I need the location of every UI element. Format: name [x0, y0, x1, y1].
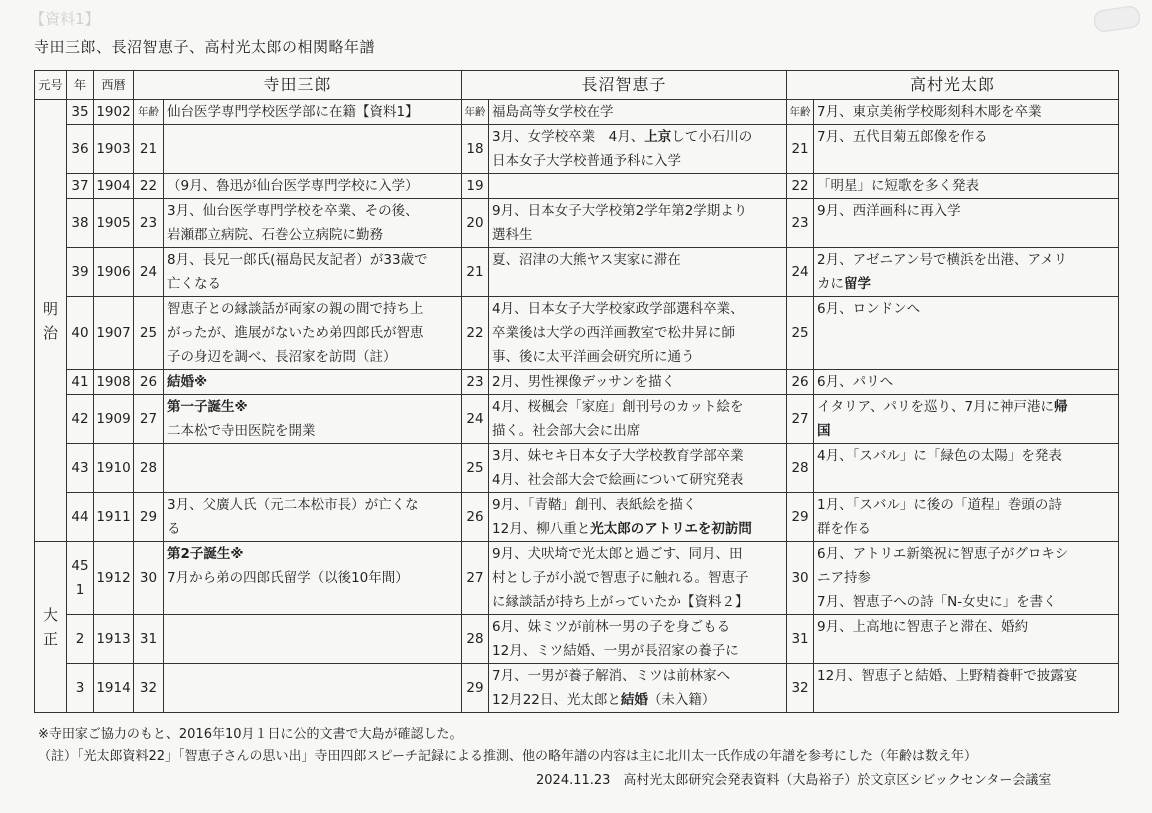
chieko-event: [489, 664, 787, 713]
kotaro-event: [814, 248, 1119, 297]
header-year: 年: [67, 71, 94, 100]
terada-age: 22: [134, 174, 164, 199]
header-kotaro: 高村光太郎: [787, 71, 1119, 100]
terada-event-line: 7月から弟の四郎氏留学（以後10年間）: [167, 570, 409, 586]
ghost-header-text: 【資料1】: [30, 10, 100, 28]
terada-event-line: [167, 149, 458, 173]
terada-event-line: 仙台医学専門学校医学部に在籍【資料1】: [167, 104, 419, 120]
kotaro-event: [814, 444, 1119, 493]
chieko-age: 25: [462, 444, 489, 493]
western-year: 1907: [94, 297, 134, 370]
kotaro-event-line: 9月、上高地に智恵子と滞在、婚約: [817, 619, 1029, 635]
era-year: 35: [67, 100, 94, 125]
chieko-event: [489, 125, 787, 174]
kotaro-event-line: 9月、西洋画科に再入学: [817, 203, 961, 219]
kotaro-event-line: [817, 223, 1115, 247]
kotaro-event: [814, 100, 1119, 125]
western-year: 1912: [94, 542, 134, 615]
chieko-event-line: 選科生: [492, 227, 533, 243]
kotaro-event-line: 6月、パリへ: [817, 374, 894, 390]
chronology-table: [34, 70, 1119, 713]
chieko-event: [489, 615, 787, 664]
chieko-event-line: 6月、妹ミツが前林一男の子を身ごもる: [492, 619, 731, 635]
kotaro-event-line: 12月、智恵子と結婚、上野精養軒で披露宴: [817, 668, 1078, 684]
chieko-age: 28: [462, 615, 489, 664]
kotaro-event: [814, 199, 1119, 248]
terada-event-line: [167, 125, 458, 149]
kotaro-event-line: [817, 468, 1115, 492]
terada-event: [164, 125, 462, 174]
chieko-event: [489, 493, 787, 542]
terada-age: 23: [134, 199, 164, 248]
western-year: 1911: [94, 493, 134, 542]
kotaro-event-line: 4月、「スバル」に「緑色の太陽」を発表: [817, 448, 1062, 464]
western-year: 1909: [94, 395, 134, 444]
terada-event-line: （9月、魯迅が仙台医学専門学校に入学）: [167, 178, 419, 194]
kotaro-age: 22: [787, 174, 814, 199]
table-row: [35, 297, 1119, 370]
kotaro-event: [814, 297, 1119, 370]
kotaro-event-line: 7月、東京美術学校彫刻科木彫を卒業: [817, 104, 1042, 120]
western-year: 1913: [94, 615, 134, 664]
table-row: [35, 615, 1119, 664]
terada-event-line: [167, 468, 458, 492]
tape-sticker: [1093, 5, 1142, 33]
chieko-event-line: 描く。社会部大会に出席: [492, 423, 641, 439]
terada-event-line: [167, 664, 458, 688]
terada-age: 31: [134, 615, 164, 664]
chieko-event: [489, 297, 787, 370]
chieko-age: 22: [462, 297, 489, 370]
chieko-event-line: [492, 174, 783, 198]
terada-age: 26: [134, 370, 164, 395]
terada-event: [164, 199, 462, 248]
era-year: 3: [67, 664, 94, 713]
era-char: 大: [42, 606, 58, 624]
kotaro-event-line: [817, 321, 1115, 345]
chieko-age: 18: [462, 125, 489, 174]
kotaro-age: 年齢: [787, 100, 814, 125]
chieko-event: [489, 174, 787, 199]
chieko-event-line: 4月、桜楓会「家庭」創刊号のカット絵を: [492, 399, 744, 415]
western-year: 1910: [94, 444, 134, 493]
terada-age: 30: [134, 542, 164, 615]
chieko-age: 24: [462, 395, 489, 444]
chieko-event-line: 夏、沼津の大熊ヤス実家に滞在: [492, 252, 681, 268]
era-year: 45 1: [67, 542, 94, 615]
chieko-age: 29: [462, 664, 489, 713]
western-year: 1914: [94, 664, 134, 713]
era-taisho: [35, 542, 67, 713]
kotaro-event: [814, 664, 1119, 713]
table-row: [35, 444, 1119, 493]
table-row: [35, 370, 1119, 395]
terada-event-line: 二本松で寺田医院を開業: [167, 423, 316, 439]
chieko-event: [489, 199, 787, 248]
kotaro-event-line: [817, 639, 1115, 663]
terada-age: 28: [134, 444, 164, 493]
era-year: 42: [67, 395, 94, 444]
terada-event-line: がったが、進展がないため弟四郎氏が智恵: [167, 325, 424, 341]
kotaro-age: 29: [787, 493, 814, 542]
page-title: 寺田三郎、長沼智恵子、高村光太郎の相関略年譜: [34, 38, 376, 56]
footnote-1: ※寺田家ご協力のもと、2016年10月１日に公的文書で大島が確認した。: [38, 727, 463, 742]
terada-age: 25: [134, 297, 164, 370]
kotaro-event: [814, 174, 1119, 199]
era-year: 39: [67, 248, 94, 297]
kotaro-age: 31: [787, 615, 814, 664]
kotaro-event-line: 6月、ロンドンへ: [817, 301, 921, 317]
terada-event-line: [167, 590, 458, 614]
terada-age: 29: [134, 493, 164, 542]
chieko-event-line: 9月、犬吠埼で光太郎と過ごす、同月、田: [492, 546, 743, 562]
kotaro-event-line: 1月、「スバル」に後の「道程」巻頭の詩: [817, 497, 1062, 513]
terada-event-line: [167, 615, 458, 639]
terada-event-line: [167, 688, 458, 712]
western-year: 1903: [94, 125, 134, 174]
terada-event: [164, 297, 462, 370]
chieko-event-line: 3月、妹セキ日本女子大学校教育学部卒業: [492, 448, 744, 464]
terada-age: 年齢: [134, 100, 164, 125]
terada-event-line: 亡くなる: [167, 276, 221, 292]
chieko-event: [489, 395, 787, 444]
table-row: [35, 125, 1119, 174]
chieko-event: [489, 100, 787, 125]
era-year: 37: [67, 174, 94, 199]
chieko-event: [489, 248, 787, 297]
era-year: 44: [67, 493, 94, 542]
kotaro-event-line: 群を作る: [817, 521, 872, 537]
table-row: [35, 664, 1119, 713]
terada-event-line: 3月、父廣人氏（元二本松市長）が亡くな: [167, 497, 419, 513]
terada-event: [164, 664, 462, 713]
chieko-event-line: 村とし子が小説で智恵子に触れる。智恵子: [492, 570, 749, 586]
era-year: 2: [67, 615, 94, 664]
chieko-event-line: 4月、社会部大会で絵画について研究発表: [492, 472, 744, 488]
terada-event-line: 子の身辺を調べ、長沼家を訪問（註）: [167, 349, 397, 365]
kotaro-event: [814, 542, 1119, 615]
terada-event-line: 結婚※: [167, 374, 208, 390]
terada-event: [164, 248, 462, 297]
chieko-age: 21: [462, 248, 489, 297]
kotaro-event: [814, 493, 1119, 542]
kotaro-age: 25: [787, 297, 814, 370]
kotaro-event-line: 7月、智恵子への詩「N-女史に」を書く: [817, 594, 1057, 610]
kotaro-event-line: カに留学: [817, 276, 872, 292]
kotaro-event-line: 7月、五代目菊五郎像を作る: [817, 129, 988, 145]
era-year: 36: [67, 125, 94, 174]
terada-age: 27: [134, 395, 164, 444]
era-year: 43: [67, 444, 94, 493]
chieko-event: [489, 542, 787, 615]
header-terada: 寺田三郎: [134, 71, 462, 100]
western-year: 1904: [94, 174, 134, 199]
chieko-event-line: 12月、柳八重と光太郎のアトリエを初訪問: [492, 521, 752, 537]
kotaro-event: [814, 370, 1119, 395]
kotaro-age: 24: [787, 248, 814, 297]
chieko-event-line: 9月、日本女子大学校第2学年第2学期より: [492, 203, 748, 219]
terada-event: [164, 444, 462, 493]
kotaro-event-line: 「明星」に短歌を多く発表: [817, 178, 980, 194]
chieko-age: 26: [462, 493, 489, 542]
chieko-event-line: 3月、女学校卒業 4月、上京して小石川の: [492, 129, 753, 145]
header-chieko: 長沼智恵子: [462, 71, 787, 100]
chieko-event-line: 4月、日本女子大学校家政学部選科卒業、: [492, 301, 744, 317]
terada-event-line: 8月、長兄一郎氏(福島民友記者）が33歳で: [167, 252, 428, 268]
chieko-age: 27: [462, 542, 489, 615]
chieko-age: 19: [462, 174, 489, 199]
footnote-2: （註）「光太郎資料22」「智恵子さんの思い出」寺田四郎スピーチ記録による推測、他の略年譜の内容は主に北川太一氏作成の年譜を参考にした（年齢は数え年）: [38, 749, 978, 764]
header-row: [35, 71, 1119, 100]
kotaro-age: 30: [787, 542, 814, 615]
terada-event-line: 智恵子との縁談話が両家の親の間で持ち上: [167, 301, 424, 317]
kotaro-event-line: ニア持参: [817, 570, 872, 586]
chieko-event-line: 12月22日、光太郎と結婚（未入籍）: [492, 692, 716, 708]
chieko-event-line: 福島高等女学校在学: [492, 104, 614, 120]
era-year: 38: [67, 199, 94, 248]
terada-event-line: 第一子誕生※: [167, 399, 248, 415]
chieko-event-line: [492, 272, 783, 296]
terada-age: 32: [134, 664, 164, 713]
chieko-event-line: 2月、男性裸像デッサンを描く: [492, 374, 676, 390]
chieko-event-line: 日本女子大学校普通予科に入学: [492, 153, 682, 169]
table-row: [35, 248, 1119, 297]
kotaro-age: 23: [787, 199, 814, 248]
header-western: 西暦: [94, 71, 134, 100]
western-year: 1906: [94, 248, 134, 297]
terada-event: [164, 100, 462, 125]
table-row: [35, 493, 1119, 542]
terada-event: [164, 493, 462, 542]
chieko-event: [489, 370, 787, 395]
kotaro-event: [814, 615, 1119, 664]
kotaro-event: [814, 125, 1119, 174]
chieko-event-line: 卒業後は大学の西洋画教室で松井昇に師: [492, 325, 736, 341]
kotaro-event-line: 6月、アトリエ新築祝に智恵子がグロキシ: [817, 546, 1069, 562]
terada-event: [164, 542, 462, 615]
terada-event: [164, 174, 462, 199]
terada-event-line: 岩瀬郡立病院、石巻公立病院に勤務: [167, 227, 383, 243]
era-char: 明: [42, 299, 58, 318]
terada-event-line: [167, 639, 458, 663]
terada-age: 24: [134, 248, 164, 297]
kotaro-event: [814, 395, 1119, 444]
chieko-event-line: 12月、ミツ結婚、一男が長沼家の養子に: [492, 643, 739, 659]
terada-event: [164, 395, 462, 444]
kotaro-age: 26: [787, 370, 814, 395]
terada-event: [164, 370, 462, 395]
kotaro-age: 21: [787, 125, 814, 174]
kotaro-event-line: [817, 688, 1115, 712]
credit-line: 2024.11.23 高村光太郎研究会発表資料（大島裕子）於文京区シビックセンター会議室: [536, 773, 1052, 788]
table-row: [35, 542, 1119, 615]
era-meiji: [35, 100, 67, 542]
chieko-event-line: 事、後に太平洋画会研究所に通う: [492, 349, 695, 365]
western-year: 1908: [94, 370, 134, 395]
terada-event-line: る: [167, 521, 181, 537]
terada-event: [164, 615, 462, 664]
era-char: 治: [42, 323, 58, 342]
terada-event-line: 3月、仙台医学専門学校を卒業、その後、: [167, 203, 419, 219]
chieko-age: 20: [462, 199, 489, 248]
kotaro-age: 27: [787, 395, 814, 444]
table-row: [35, 199, 1119, 248]
chieko-age: 23: [462, 370, 489, 395]
western-year: 1902: [94, 100, 134, 125]
chieko-event: [489, 444, 787, 493]
western-year: 1905: [94, 199, 134, 248]
table-row: [35, 100, 1119, 125]
kotaro-event-line: イタリア、パリを巡り、7月に神戸港に帰: [817, 399, 1068, 415]
kotaro-event-line: [817, 345, 1115, 369]
terada-event-line: 第2子誕生※: [167, 546, 244, 562]
kotaro-event-line: [817, 149, 1115, 173]
chieko-event-line: に縁談話が持ち上がっていたか【資料２】: [492, 594, 749, 610]
kotaro-age: 28: [787, 444, 814, 493]
chieko-age: 年齢: [462, 100, 489, 125]
terada-event-line: [167, 444, 458, 468]
kotaro-event-line: 国: [817, 423, 831, 439]
era-year: 41: [67, 370, 94, 395]
table-row: [35, 174, 1119, 199]
era-year: 40: [67, 297, 94, 370]
chieko-event-line: 7月、一男が養子解消、ミツは前林家へ: [492, 668, 731, 684]
table-row: [35, 395, 1119, 444]
chieko-event-line: 9月、「青鞜」創刊、表紙絵を描く: [492, 497, 697, 513]
header-era: 元号: [35, 71, 67, 100]
terada-age: 21: [134, 125, 164, 174]
kotaro-event-line: 2月、アゼニアン号で横浜を出港、アメリ: [817, 252, 1068, 268]
era-char: 正: [42, 630, 58, 648]
kotaro-age: 32: [787, 664, 814, 713]
